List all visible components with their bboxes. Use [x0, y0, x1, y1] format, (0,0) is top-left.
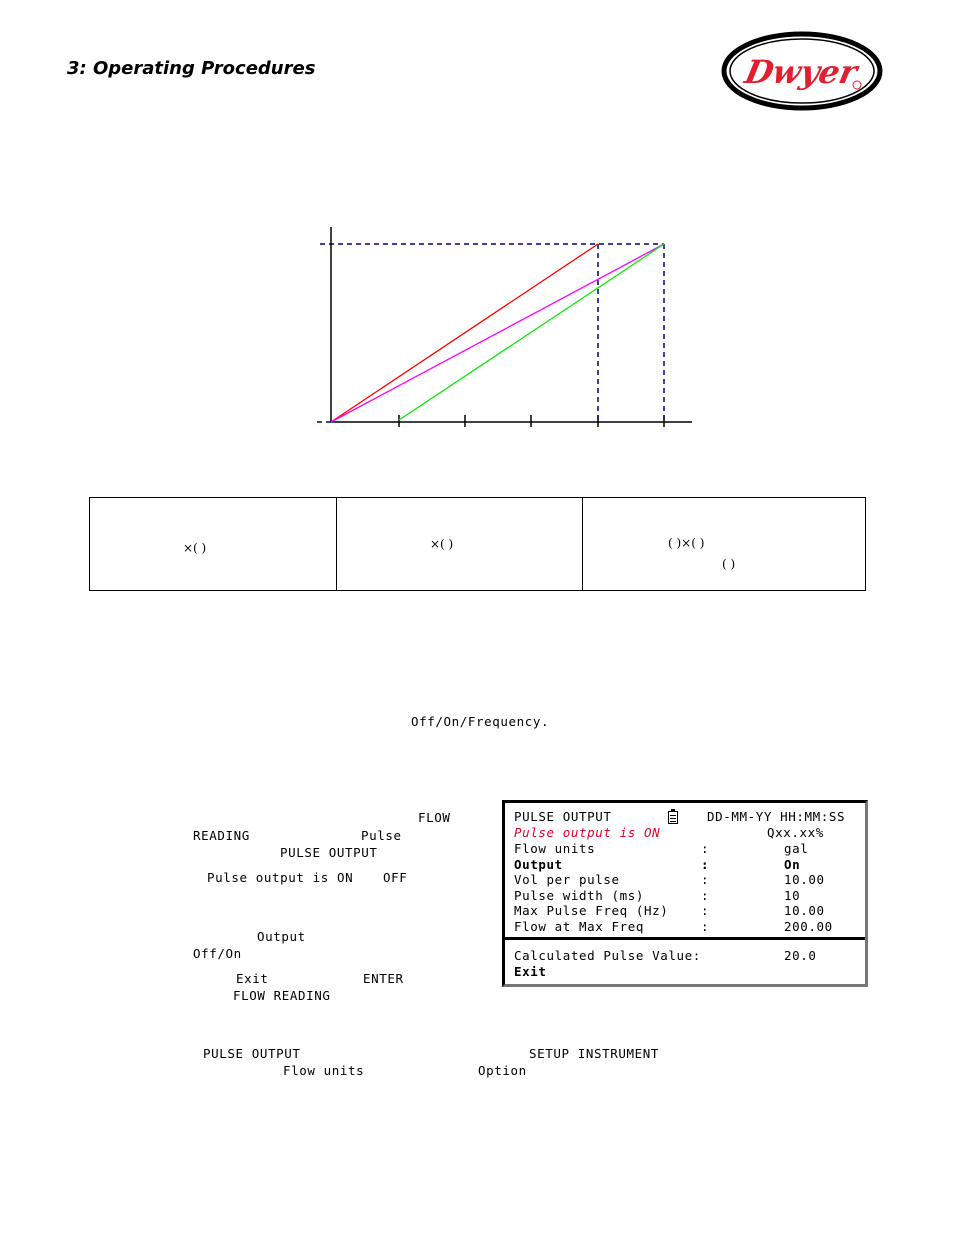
- off-text: OFF: [383, 870, 408, 885]
- lcd-setting-value: 10.00: [784, 872, 825, 888]
- lcd-title: PULSE OUTPUT: [514, 809, 612, 824]
- lcd-status: Pulse output is ON: [514, 825, 661, 840]
- lcd-datetime: DD-MM-YY HH:MM:SS: [707, 809, 846, 824]
- lcd-setting-value: 200.00: [784, 919, 833, 934]
- lcd-setting-colon: :: [701, 856, 710, 872]
- setup-instrument-text: SETUP INSTRUMENT: [529, 1046, 660, 1061]
- pulse-output-is-on-text: Pulse output is ON: [207, 870, 354, 885]
- lcd-exit-option[interactable]: Exit: [514, 964, 547, 979]
- pulse-text: Pulse: [361, 828, 402, 843]
- lcd-setting-row[interactable]: [514, 919, 860, 935]
- lcd-setting-value: On: [784, 856, 801, 872]
- lcd-setting-label: Flow at Max Freq: [514, 919, 645, 934]
- pulse-output-text-2: PULSE OUTPUT: [203, 1046, 301, 1061]
- lcd-setting-row[interactable]: [514, 857, 860, 873]
- lcd-setting-row[interactable]: [514, 903, 860, 919]
- red-series-line: [331, 244, 598, 422]
- lcd-setting-colon: :: [701, 919, 710, 934]
- formula-table: [89, 497, 866, 591]
- lcd-setting-label: Output: [514, 856, 563, 872]
- lcd-status-row: [514, 825, 860, 841]
- formula-2-line-1: ×( ): [430, 537, 454, 551]
- lcd-setting-colon: :: [701, 841, 710, 856]
- formula-1-line-1: ×( ): [183, 541, 207, 555]
- lcd-exit-row[interactable]: [514, 964, 860, 980]
- output-text: Output: [257, 929, 306, 944]
- lcd-setting-row[interactable]: [514, 888, 860, 904]
- enter-text: ENTER: [363, 971, 404, 986]
- exit-text: Exit: [236, 971, 269, 986]
- pulse-output-menu-text: PULSE OUTPUT: [280, 845, 378, 860]
- lcd-setting-label: Flow units: [514, 841, 596, 856]
- lcd-pulse-output-screen: [502, 800, 868, 987]
- lcd-setting-colon: :: [701, 887, 710, 903]
- lcd-header-row: [514, 809, 860, 825]
- reading-text: READING: [193, 828, 250, 843]
- frequency-options-text: Off/On/Frequency.: [411, 714, 550, 729]
- pulse-output-graph: [312, 222, 698, 432]
- svg-text:Dwyer: Dwyer: [741, 53, 861, 91]
- dwyer-logo: [720, 30, 884, 112]
- lcd-setting-label: Pulse width (ms): [514, 887, 645, 903]
- formula-cell-2: [337, 498, 583, 591]
- green-series-line: [399, 244, 664, 420]
- lcd-setting-colon: :: [701, 872, 710, 888]
- off-on-text: Off/On: [193, 946, 242, 961]
- lcd-calc-value: 20.0: [784, 948, 817, 963]
- lcd-flow-reading: Qxx.xx%: [767, 825, 824, 840]
- lcd-setting-value: 10: [784, 887, 801, 903]
- flow-text: FLOW: [418, 810, 451, 825]
- lcd-setting-row[interactable]: [514, 872, 860, 888]
- lcd-setting-label: Max Pulse Freq (Hz): [514, 903, 669, 919]
- lcd-setting-row[interactable]: [514, 841, 860, 857]
- flow-reading-text: FLOW READING: [233, 988, 331, 1003]
- lcd-setting-value: gal: [784, 841, 809, 856]
- battery-icon: [668, 811, 678, 824]
- lcd-calc-row: [514, 948, 860, 964]
- formula-cell-3: [583, 498, 866, 591]
- formula-3-line-2: ( ): [722, 557, 736, 571]
- lcd-setting-colon: :: [701, 903, 710, 919]
- flow-units-text: Flow units: [283, 1063, 365, 1078]
- formula-cell-1: [90, 498, 337, 591]
- magenta-series-line: [331, 244, 664, 422]
- section-title: 3: Operating Procedures: [67, 58, 316, 79]
- option-text: Option: [478, 1063, 527, 1078]
- lcd-setting-label: Vol per pulse: [514, 872, 620, 888]
- lcd-calc-label: Calculated Pulse Value:: [514, 948, 701, 963]
- formula-3-line-1: ( )×( ): [668, 536, 705, 550]
- lcd-main-panel: [505, 803, 865, 940]
- lcd-setting-value: 10.00: [784, 903, 825, 919]
